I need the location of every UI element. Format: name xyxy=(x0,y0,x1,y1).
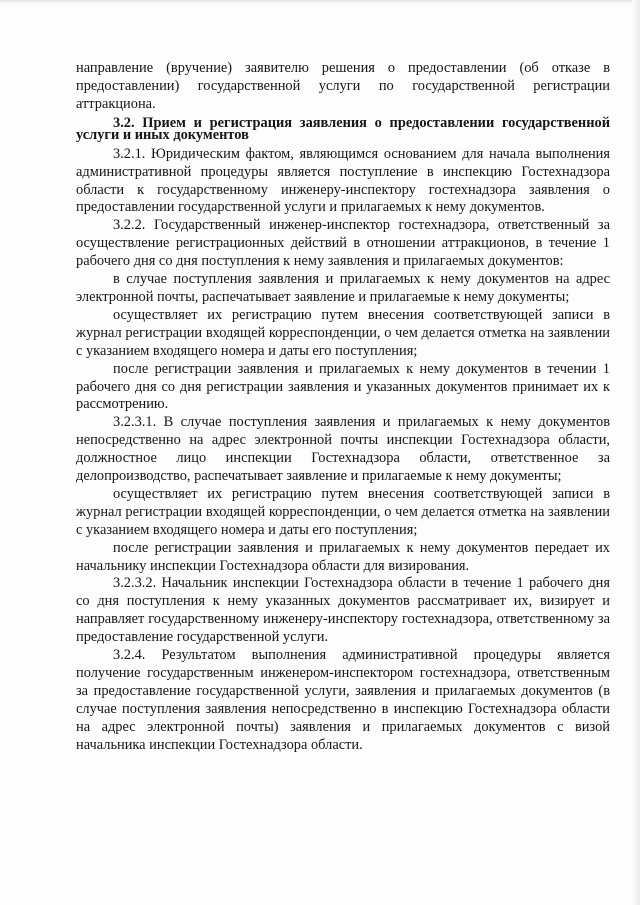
paragraph-3-2-3-2: 3.2.3.2. Начальник инспекции Гостехнадзора области в течение 1 рабочего дня со дня поступления к нему указанных документов рассматривает их, визирует и направляет государственному инженеру-инспектору гостехнадзора, ответственному за предоставление государственной услуги. xyxy=(76,575,610,646)
paragraph-3-2-3-1: 3.2.3.1. В случае поступления заявления и прилагаемых к нему документов непосредственно на адрес электронной почты инспекции Гостехнадзора области, должностное лицо инспекции Гостехнадзора области, ответственное за делопроизводство, распечатывает заявление и прилагаемые к нему документы; xyxy=(76,414,610,485)
scan-edge-right xyxy=(632,0,640,905)
paragraph-3-2-2: 3.2.2. Государственный инженер-инспектор гостехнадзора, ответственный за осуществление регистрационных действий в отношении аттракционов, в течение 1 рабочего дня со дня поступления к нему заявления и прилагаемых документов: xyxy=(76,217,610,270)
paragraph-registration-2: осуществляет их регистрацию путем внесения соответствующей записи в журнал регистрации входящей корреспонденции, о чем делается отметка на заявлении с указанием входящего номера и даты его поступления; xyxy=(76,485,610,538)
paragraph-3-2-4: 3.2.4. Результатом выполнения административной процедуры является получение государственным инженером-инспектором гостехнадзора, ответственным за предоставление государственной услуги, заявления и прилагаемых документов (в случае поступления заявления непосредственно в инспекцию Гостехнадзора области на адрес электронной почты) заявления и прилагаемых документов с визой начальника инспекции Гостехнадзора области. xyxy=(76,647,610,753)
paragraph-continuation: направление (вручение) заявителю решения о предоставлении (об отказе в предоставлении) государственной услуги по государственной регистрации аттракциона. xyxy=(76,60,610,112)
section-heading: 3.2. Прием и регистрация заявления о предоставлении государственной услуги и иных документов xyxy=(76,114,610,143)
paragraph-accept: после регистрации заявления и прилагаемых к нему документов в течении 1 рабочего дня со дня регистрации заявления и указанных документов принимает их к рассмотрению. xyxy=(76,360,610,413)
paragraph-registration: осуществляет их регистрацию путем внесения соответствующей записи в журнал регистрации входящей корреспонденции, о чем делается отметка на заявлении с указанием входящего номера и даты его поступления; xyxy=(76,306,610,359)
paragraph-3-2-1: 3.2.1. Юридическим фактом, являющимся основанием для начала выполнения административной процедуры является поступление в инспекцию Гостехнадзора области к государственному инженеру-инспектору гостехнадзора заявления о предоставлении государственной услуги и прилагаемых к нему документов. xyxy=(76,145,610,216)
document-body xyxy=(76,60,610,755)
paragraph-email-print: в случае поступления заявления и прилагаемых к нему документов на адрес электронной почты, распечатывает заявление и прилагаемые к нему документы; xyxy=(76,271,610,305)
scan-edge-top xyxy=(0,0,640,4)
paragraph-transfer: после регистрации заявления и прилагаемых к нему документов передает их начальнику инспекции Гостехнадзора области для визирования. xyxy=(76,539,610,574)
